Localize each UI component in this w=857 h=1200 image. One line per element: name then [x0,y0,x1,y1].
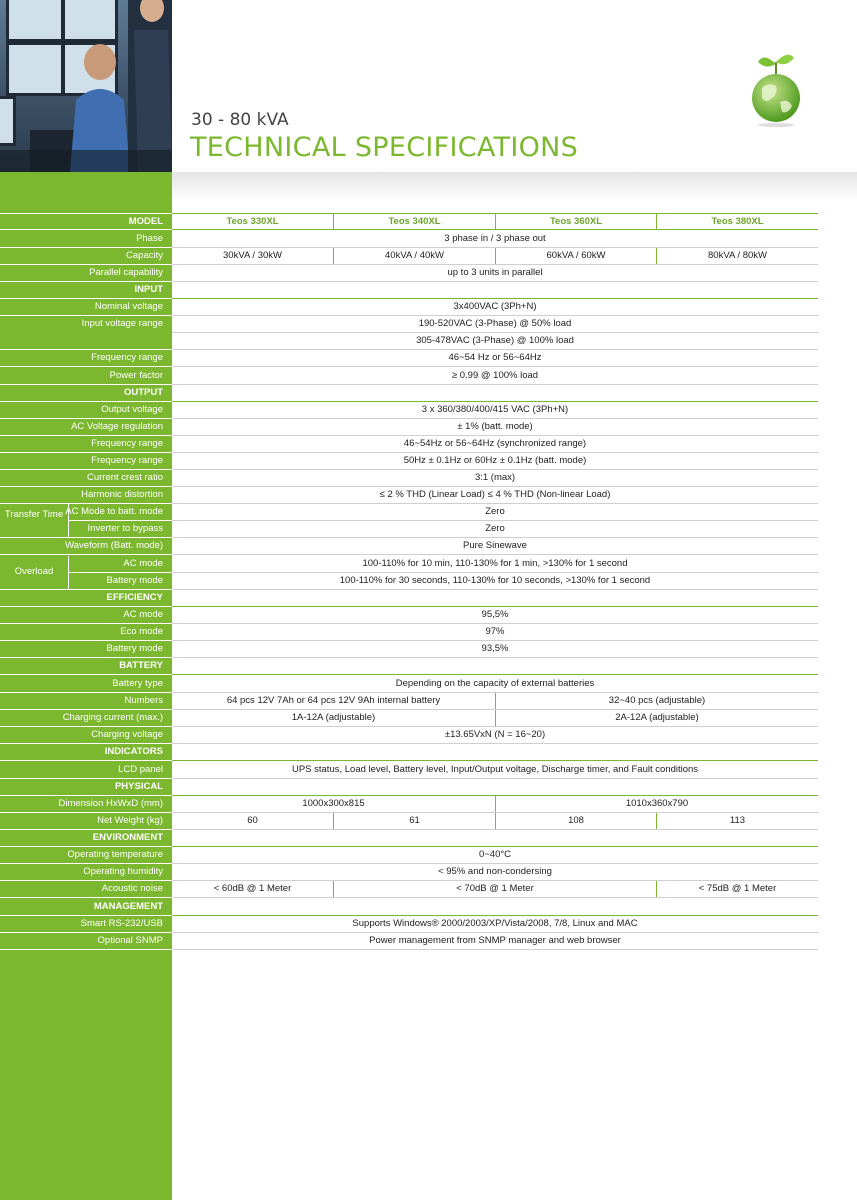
page-subtitle: 30 - 80 kVA [191,110,289,130]
spec-row-charging-voltage [0,727,818,744]
row-label: Battery mode [106,575,163,586]
spec-row-eff-ac [0,607,818,624]
row-value: 40kVA / 40kW [333,248,495,264]
row-label: Acoustic noise [101,883,163,894]
row-label: Current crest ratio [86,472,163,483]
row-value: 30kVA / 30kW [223,250,282,261]
row-value: < 60dB @ 1 Meter [213,883,292,894]
row-label: Battery type [112,678,163,689]
section-indicators [0,744,818,761]
row-value: 50Hz ± 0.1Hz or 60Hz ± 0.1Hz (batt. mode) [403,455,587,466]
spec-row-crest-ratio [0,470,818,487]
row-value: 80kVA / 80kW [656,248,818,264]
group-label: Overload [14,566,54,577]
section-input [0,282,818,299]
model-name: Teos 360XL [495,214,656,230]
row-label: Operating humidity [83,866,163,877]
section-label: PHYSICAL [114,781,163,792]
model-name: Teos 330XL [226,216,279,227]
row-value: 2A-12A (adjustable) [495,710,818,726]
row-label: Operating temperature [67,849,163,860]
spec-group-transfer-time [0,504,818,538]
row-label: AC mode [123,609,163,620]
spec-row-output-frequency-batt [0,453,818,470]
row-label: LCD panel [118,764,163,775]
row-value: 97% [485,626,505,637]
spec-row-ac-regulation [0,419,818,436]
row-value: 46~54Hz or 56~64Hz (synchronized range) [403,438,587,449]
row-value: ± 1% (batt. mode) [457,421,533,432]
spec-row-output-voltage [0,402,818,419]
row-label: Input voltage range [81,318,163,329]
section-label: ENVIRONMENT [92,832,163,843]
spec-row-battery-numbers [0,693,818,710]
header-shadow [172,172,857,202]
spec-row-rs232 [0,916,818,933]
section-physical [0,779,818,796]
row-label: Capacity [126,250,163,261]
row-value: 46~54 Hz or 56~64Hz [448,352,542,363]
header-photo [0,0,172,172]
row-value: 3 phase in / 3 phase out [444,233,546,244]
spec-row-dimension [0,796,818,813]
row-label: Battery mode [106,643,163,654]
spec-row-harmonic [0,487,818,504]
spec-row-noise [0,881,818,898]
spec-row-humidity [0,864,818,881]
row-value: 190-520VAC (3-Phase) @ 50% load [418,318,572,329]
row-value: 100-110% for 30 seconds, 110-130% for 10 seconds, >130% for 1 second [339,575,651,586]
row-label: AC Mode to batt. mode [65,506,163,517]
spec-row-input-frequency [0,350,818,367]
spec-row-eff-battery [0,641,818,658]
row-value: Depending on the capacity of external batteries [395,678,595,689]
row-value: 1010x360x790 [495,796,818,812]
row-value: 3x400VAC (3Ph+N) [453,301,537,312]
section-management [0,899,818,916]
row-label: MODEL [128,216,163,227]
row-label: Frequency range [91,455,163,466]
row-label: Nominal voltage [94,301,163,312]
spec-row-power-factor [0,368,818,385]
row-label: Phase [136,233,163,244]
row-value: 305-478VAC (3-Phase) @ 100% load [416,335,574,346]
row-value: 64 pcs 12V 7Ah or 64 pcs 12V 9Ah internal battery [226,695,441,706]
row-label: Dimension HxWxD (mm) [58,798,163,809]
row-value: 100-110% for 10 min, 110-130% for 1 min, >130% for 1 second [362,558,628,569]
row-label: AC mode [123,558,163,569]
row-value: ±13.65VxN (N = 16~20) [444,729,546,740]
row-value: UPS status, Load level, Battery level, Input/Output voltage, Discharge timer, and Fault conditions [291,764,699,775]
row-label: Net Weight (kg) [97,815,163,826]
section-output [0,385,818,402]
row-label: Frequency range [91,438,163,449]
row-value: 0~40°C [478,849,512,860]
spec-row-input-voltage-range [0,316,818,350]
row-value: Zero [485,523,505,534]
row-value: ≥ 0.99 @ 100% load [451,370,539,381]
row-label: Charging current (max.) [62,712,163,723]
model-name: Teos 380XL [656,214,818,230]
row-value: 1000x300x815 [302,798,365,809]
spec-row-battery-type [0,676,818,693]
row-value: < 75dB @ 1 Meter [656,881,818,897]
spec-row-snmp [0,933,818,950]
row-value: Zero [485,506,505,517]
spec-row-phase [0,231,818,248]
row-label: Output voltage [101,404,163,415]
row-value: < 95% and non-condersing [438,866,552,877]
row-value: Supports Windows® 2000/2003/XP/Vista/2008, 7/8, Linux and MAC [352,918,638,929]
spec-row-parallel [0,265,818,282]
spec-row-charging-current [0,710,818,727]
spec-group-overload [0,556,818,590]
row-value: Power management from SNMP manager and web browser [369,935,621,946]
group-label: Transfer Time [4,509,64,520]
section-efficiency [0,590,818,607]
spec-row-eff-eco [0,624,818,641]
spec-row-model [0,213,818,230]
model-name: Teos 340XL [333,214,495,230]
row-value: 60kVA / 60kW [495,248,656,264]
row-label: Numbers [124,695,163,706]
row-value: ≤ 2 % THD (Linear Load) ≤ 4 % THD (Non-linear Load) [379,489,611,500]
row-label: Parallel capability [89,267,163,278]
row-value: 3:1 (max) [474,472,516,483]
row-value: < 70dB @ 1 Meter [333,881,656,897]
row-label: Optional SNMP [97,935,163,946]
spec-row-nominal-voltage [0,299,818,316]
spec-row-lcd [0,762,818,779]
section-label: MANAGEMENT [93,901,163,912]
row-label: Smart RS-232/USB [80,918,163,929]
spec-row-waveform [0,538,818,555]
row-value: 61 [333,813,495,829]
row-label: Charging voltage [91,729,163,740]
row-value: 60 [247,815,258,826]
row-label: Frequency range [91,352,163,363]
row-label: Inverter to bypass [87,523,163,534]
section-label: OUTPUT [123,387,163,398]
spec-row-capacity [0,248,818,265]
row-value: 93,5% [481,643,509,654]
spec-row-temperature [0,847,818,864]
row-label: Harmonic distortion [81,489,163,500]
section-label: EFFICIENCY [106,592,163,603]
green-globe-leaf-icon [748,48,804,128]
row-value: 108 [495,813,656,829]
section-label: INPUT [134,284,163,295]
row-value: 32~40 pcs (adjustable) [495,693,818,709]
row-value: Pure Sinewave [463,540,527,551]
page-title: TECHNICAL SPECIFICATIONS [190,132,579,163]
row-label: Waveform (Batt. mode) [65,540,163,551]
row-value: up to 3 units in parallel [447,267,543,278]
row-label: Eco mode [120,626,163,637]
row-label: AC Voltage regulation [71,421,163,432]
spec-row-output-frequency [0,436,818,453]
row-value: 113 [656,813,818,829]
row-value: 3 x 360/380/400/415 VAC (3Ph+N) [421,404,569,415]
section-label: INDICATORS [104,746,163,757]
section-environment [0,830,818,847]
section-battery [0,658,818,675]
spec-row-weight [0,813,818,830]
row-value: 95,5% [481,609,509,620]
section-label: BATTERY [119,660,163,671]
row-label: Power factor [109,370,163,381]
row-value: 1A-12A (adjustable) [291,712,376,723]
